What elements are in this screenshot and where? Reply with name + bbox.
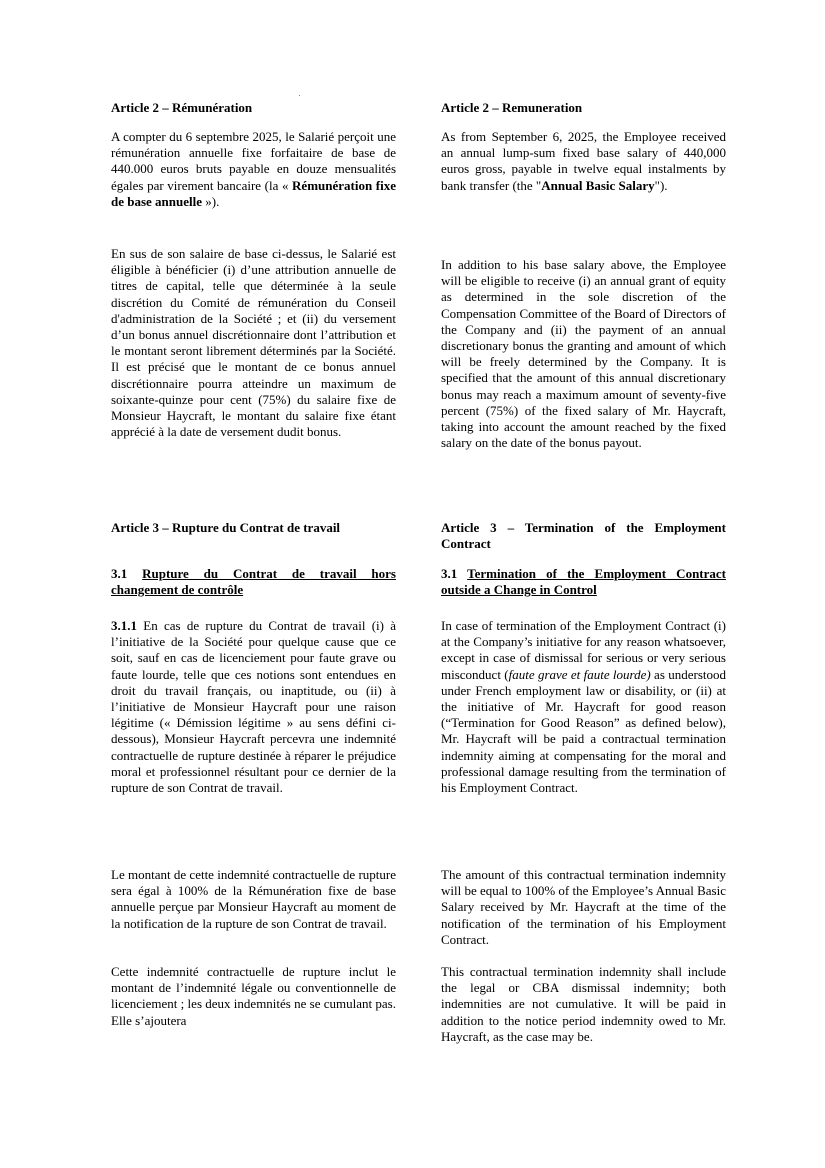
en-article-2-paragraph-2: In addition to his base salary above, the Employee will be eligible to receive (i) an annual grant of equity as determined in the sole discretion of the Compensation Committee of the Board of Directors of the Company and (ii) the payment of an annual discretionary bonus the granting and amount of which will be freely determined by the Company. It is specified that the amount of this annual discretionary bonus may reach a maximum amount of seventy-five percent (75%) of the fixed salary of Mr. Haycraft, taking into account the amount reached by the fixed salary on the date of the bonus payout. bbox=[441, 257, 726, 451]
en-section-3-1-1-paragraph: In case of termination of the Employment Contract (i) at the Company’s initiative for any reason whatsoever, except in case of dismissal for serious or very serious misconduct (faute grave et faute lourde) as understood under French employment law or disability, or (ii) at the initiative of Mr. Haycraft for good reason (“Termination for Good Reason” as defined below), Mr. Haycraft will be paid a contractual termination indemnity aiming at compensating for the moral and professional damage resulting from the termination of his Employment Contract. bbox=[441, 618, 726, 796]
fr-section-3-1-title: 3.1 Rupture du Contrat de travail hors changement de contrôle bbox=[111, 566, 396, 598]
fr-article-3-title: Article 3 – Rupture du Contrat de travail bbox=[111, 520, 341, 535]
fr-article-2-paragraph-1: A compter du 6 septembre 2025, le Salarié perçoit une rémunération annuelle fixe forfaitaire de base de 440.000 euros bruts payable en douze mensualités égales par virement bancaire (la « Rémunération fixe de base annuelle »). bbox=[111, 129, 396, 209]
fr-article-2-title: Article 2 – Rémunération bbox=[111, 100, 253, 115]
en-article-2-title: Article 2 – Remuneration bbox=[441, 100, 583, 115]
en-amount-paragraph: The amount of this contractual termination indemnity will be equal to 100% of the Employee’s Annual Basic Salary received by Mr. Haycraft at the time of the notification of the termination of his Employment Contract. bbox=[441, 867, 726, 947]
en-include-paragraph: This contractual termination indemnity shall include the legal or CBA dismissal indemnity; both indemnities are not cumulative. It will be paid in addition to the notice period indemnity owed to Mr. Haycraft, as the case may be. bbox=[441, 964, 726, 1044]
fr-amount-paragraph: Le montant de cette indemnité contractuelle de rupture sera égal à 100% de la Rémunération fixe de base annuelle perçue par Monsieur Haycraft au moment de la notification de la rupture de son Contrat de travail. bbox=[111, 867, 396, 931]
en-article-2-paragraph-1: As from September 6, 2025, the Employee received an annual lump-sum fixed base salary of 440,000 euros gross, payable in twelve equal instalments by bank transfer (the "Annual Basic Salary"). bbox=[441, 129, 726, 193]
en-section-3-1-title: 3.1 Termination of the Employment Contract outside a Change in Control bbox=[441, 566, 727, 598]
fr-include-paragraph: Cette indemnité contractuelle de rupture inclut le montant de l’indemnité légale ou conventionnelle de licenciement ; les deux indemnités ne se cumulant pas. Elle s’ajoutera bbox=[111, 964, 396, 1028]
fr-section-3-1-1-paragraph: 3.1.1 En cas de rupture du Contrat de travail (i) à l’initiative de la Société pour quelque cause que ce soit, sauf en cas de licenciement pour faute grave ou faute lourde, telle que ces notions sont entendues en droit du travail français, ou inaptitude, ou (ii) à l’initiative de Monsieur Haycraft pour une raison légitime (« Démission légitime » au sens défini ci-dessous), Monsieur Haycraft percevra une indemnité contractuelle de rupture destinée à réparer le préjudice moral et professionnel résultant pour ce dernier de la rupture de son Contrat de travail. bbox=[111, 618, 396, 796]
stray-dot bbox=[299, 95, 300, 96]
fr-article-2-paragraph-2: En sus de son salaire de base ci-dessus, le Salarié est éligible à bénéficier (i) d’une attribution annuelle de titres de capital, telle que déterminée à la seule discrétion du Comité de rémunération du Conseil d'administration de la Société ; et (ii) du versement d’un bonus annuel discrétionnaire dont l’attribution et le montant seront librement déterminés par la Société. Il est précisé que le montant de ce bonus annuel discrétionnaire pourra atteindre un maximum de soixante-quinze pour cent (75%) du salaire fixe de Monsieur Haycraft, le montant du salaire fixe étant apprécié à la date de versement dudit bonus. bbox=[111, 246, 396, 440]
en-article-3-title: Article 3 – Termination of the Employment Contract bbox=[441, 520, 726, 552]
